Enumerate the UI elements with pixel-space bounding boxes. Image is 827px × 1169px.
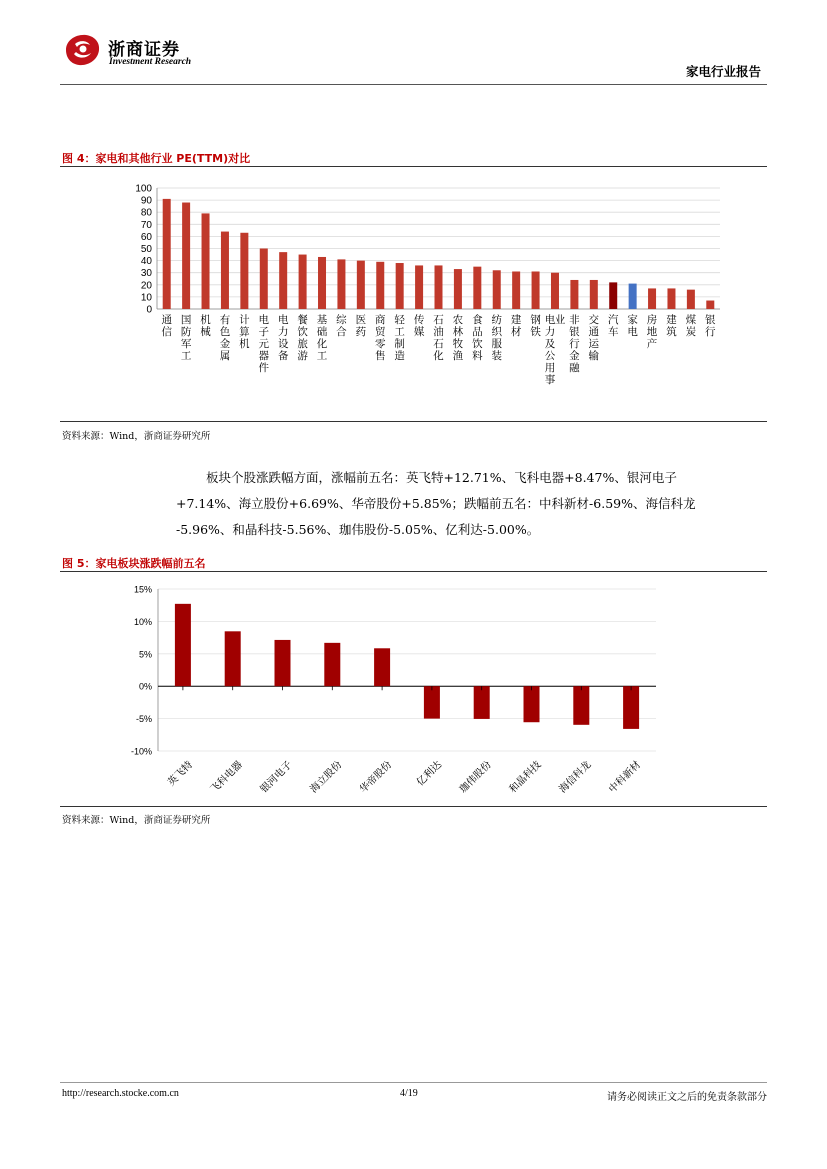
paragraph-line-3: -5.96%、和晶科技-5.56%、珈伟股份-5.05%、亿利达-5.00%。 — [176, 522, 540, 537]
paragraph-line-2: +7.14%、海立股份+6.69%、华帝股份+5.85%；跌幅前五名：中科新材-6.59%、海信科龙 — [176, 496, 696, 511]
bar-华帝股份 — [374, 648, 390, 686]
x-tick-label: 计算机 — [239, 314, 250, 350]
bar-海立股份 — [324, 643, 340, 686]
x-tick-label: 轻工制造 — [394, 314, 405, 362]
bar-煤炭 — [687, 290, 695, 309]
x-tick-label: 交通运输 — [588, 314, 600, 362]
x-tick-label: 英飞特 — [166, 759, 196, 789]
x-tick-label: 石油石化 — [433, 314, 444, 362]
bar-银行 — [706, 301, 714, 309]
figure4-title: 图 4：家电和其他行业 PE(TTM)对比 — [62, 152, 251, 165]
y-tick-label: 40 — [140, 256, 152, 268]
y-tick-label: 10% — [133, 616, 152, 627]
x-tick-label: 餐饮旅游 — [297, 314, 308, 362]
bar-国防军工 — [182, 203, 190, 309]
bar-珈伟股份 — [474, 686, 490, 719]
x-tick-label: 电力设备 — [277, 314, 289, 362]
x-tick-label: 和晶科技 — [507, 759, 544, 796]
x-tick-label: 银行 — [705, 314, 716, 338]
bar-纺织服装 — [493, 270, 501, 309]
figure4-bottom-rule — [60, 421, 767, 422]
x-tick-label: 纺织服装 — [491, 314, 502, 362]
x-tick-label: 飞科电器 — [208, 759, 245, 796]
bar-基础化工 — [318, 257, 326, 309]
y-tick-label: 0 — [146, 304, 152, 316]
page-number: 4/19 — [400, 1088, 418, 1099]
x-tick-label: 基础化工 — [316, 314, 328, 362]
bar-钢铁 — [532, 271, 540, 309]
figure5-source: 资料来源：Wind，浙商证券研究所 — [62, 815, 211, 826]
x-tick-label: 电子元器件 — [258, 314, 270, 374]
bar-海信科龙 — [573, 686, 589, 725]
x-tick-label: 汽车 — [607, 314, 619, 338]
x-tick-label: 机械 — [200, 314, 211, 338]
y-tick-label: 70 — [140, 219, 152, 231]
y-tick-label: 50 — [140, 244, 152, 255]
x-tick-label: 电力及公用事 — [544, 314, 556, 386]
bar-电力设备 — [279, 252, 287, 309]
x-tick-label: 华帝股份 — [358, 759, 395, 796]
x-tick-label: 医药 — [355, 314, 367, 338]
x-tick-label: 食品饮料 — [472, 314, 483, 362]
x-tick-label: 建筑 — [666, 314, 677, 338]
y-tick-label: 90 — [140, 195, 152, 207]
bar-食品饮料 — [473, 267, 481, 309]
x-tick-label: 非银行金融 — [569, 314, 580, 374]
x-tick-label: 通信 — [161, 314, 172, 338]
logo-icon — [62, 32, 102, 68]
x-tick-label: 业 — [554, 314, 566, 326]
bar-中科新材 — [623, 686, 639, 729]
bar-建筑 — [667, 288, 675, 309]
bar-汽车 — [609, 282, 617, 309]
y-tick-label: 30 — [140, 268, 152, 280]
logo-text: 浙商证券 — [108, 40, 180, 60]
paragraph-line-1: 板块个股涨跌幅方面，涨幅前五名：英飞特+12.71%、飞科电器+8.47%、银河电子 — [206, 470, 677, 485]
bar-家电 — [629, 284, 637, 309]
y-tick-label: 100 — [135, 183, 152, 195]
body-paragraph — [62, 465, 762, 543]
x-tick-label: 海立股份 — [308, 759, 345, 796]
bar-电力及公用事业 — [551, 273, 559, 309]
x-tick-label: 商贸零售 — [375, 314, 386, 362]
x-tick-label: 海信科龙 — [557, 759, 594, 796]
x-tick-label: 家电 — [627, 314, 638, 338]
bar-交通运输 — [590, 280, 598, 309]
bar-英飞特 — [175, 604, 191, 686]
x-tick-label: 钢铁 — [530, 314, 541, 338]
y-tick-label: 5% — [138, 649, 152, 660]
figure5-chart — [60, 578, 767, 803]
bar-医药 — [357, 261, 365, 309]
y-tick-label: 10 — [140, 292, 152, 304]
y-tick-label: -10% — [130, 746, 152, 757]
bar-建材 — [512, 271, 520, 309]
x-tick-label: 中科新材 — [607, 759, 644, 796]
figure4-top-rule — [60, 166, 767, 167]
logo-subtitle: Investment Research — [109, 57, 192, 67]
bar-计算机 — [240, 233, 248, 309]
x-tick-label: 煤炭 — [685, 314, 697, 338]
bar-银河电子 — [275, 640, 291, 686]
figure5-bottom-rule — [60, 806, 767, 807]
figure5-title: 图 5：家电板块涨跌幅前五名 — [62, 557, 206, 570]
y-tick-label: 60 — [140, 231, 152, 243]
y-tick-label: 80 — [140, 207, 152, 219]
bar-房地产 — [648, 288, 656, 309]
bar-飞科电器 — [225, 631, 241, 686]
bar-通信 — [163, 199, 171, 309]
y-tick-label: 0% — [138, 681, 152, 692]
x-tick-label: 珈伟股份 — [457, 759, 494, 796]
y-tick-label: -5% — [135, 714, 152, 725]
bar-传媒 — [415, 265, 423, 309]
bar-石油石化 — [435, 265, 443, 309]
x-tick-label: 房地产 — [646, 314, 658, 350]
y-tick-label: 15% — [133, 584, 152, 595]
figure4-chart — [60, 172, 767, 402]
bar-轻工制造 — [396, 263, 404, 309]
x-tick-label: 有色金属 — [219, 314, 231, 362]
x-tick-label: 传媒 — [413, 314, 425, 338]
x-tick-label: 银河电子 — [258, 759, 295, 796]
figure4-source: 资料来源：Wind，浙商证券研究所 — [62, 431, 211, 442]
x-tick-label: 国防军工 — [180, 314, 192, 362]
footer-divider — [60, 1082, 767, 1083]
bar-有色金属 — [221, 232, 229, 309]
figure5-top-rule — [60, 571, 767, 572]
bar-商贸零售 — [376, 262, 384, 309]
bar-亿利达 — [424, 686, 440, 718]
footer-url[interactable]: http://research.stocke.com.cn — [62, 1088, 179, 1099]
x-tick-label: 农林牧渔 — [452, 314, 464, 362]
bar-农林牧渔 — [454, 269, 462, 309]
report-title: 家电行业报告 — [685, 64, 761, 79]
bar-机械 — [202, 213, 210, 309]
x-tick-label: 综合 — [336, 314, 347, 338]
bar-综合 — [337, 259, 345, 309]
x-tick-label: 亿利达 — [415, 759, 445, 789]
y-tick-label: 20 — [140, 280, 152, 292]
x-tick-label: 建材 — [510, 314, 522, 338]
header-divider — [60, 84, 767, 85]
bar-餐饮旅游 — [299, 255, 307, 309]
bar-和晶科技 — [524, 686, 540, 722]
bar-非银行金融 — [570, 280, 578, 309]
footer-disclaimer: 请务必阅读正文之后的免责条款部分 — [607, 1092, 767, 1103]
bar-电子元器件 — [260, 249, 268, 310]
